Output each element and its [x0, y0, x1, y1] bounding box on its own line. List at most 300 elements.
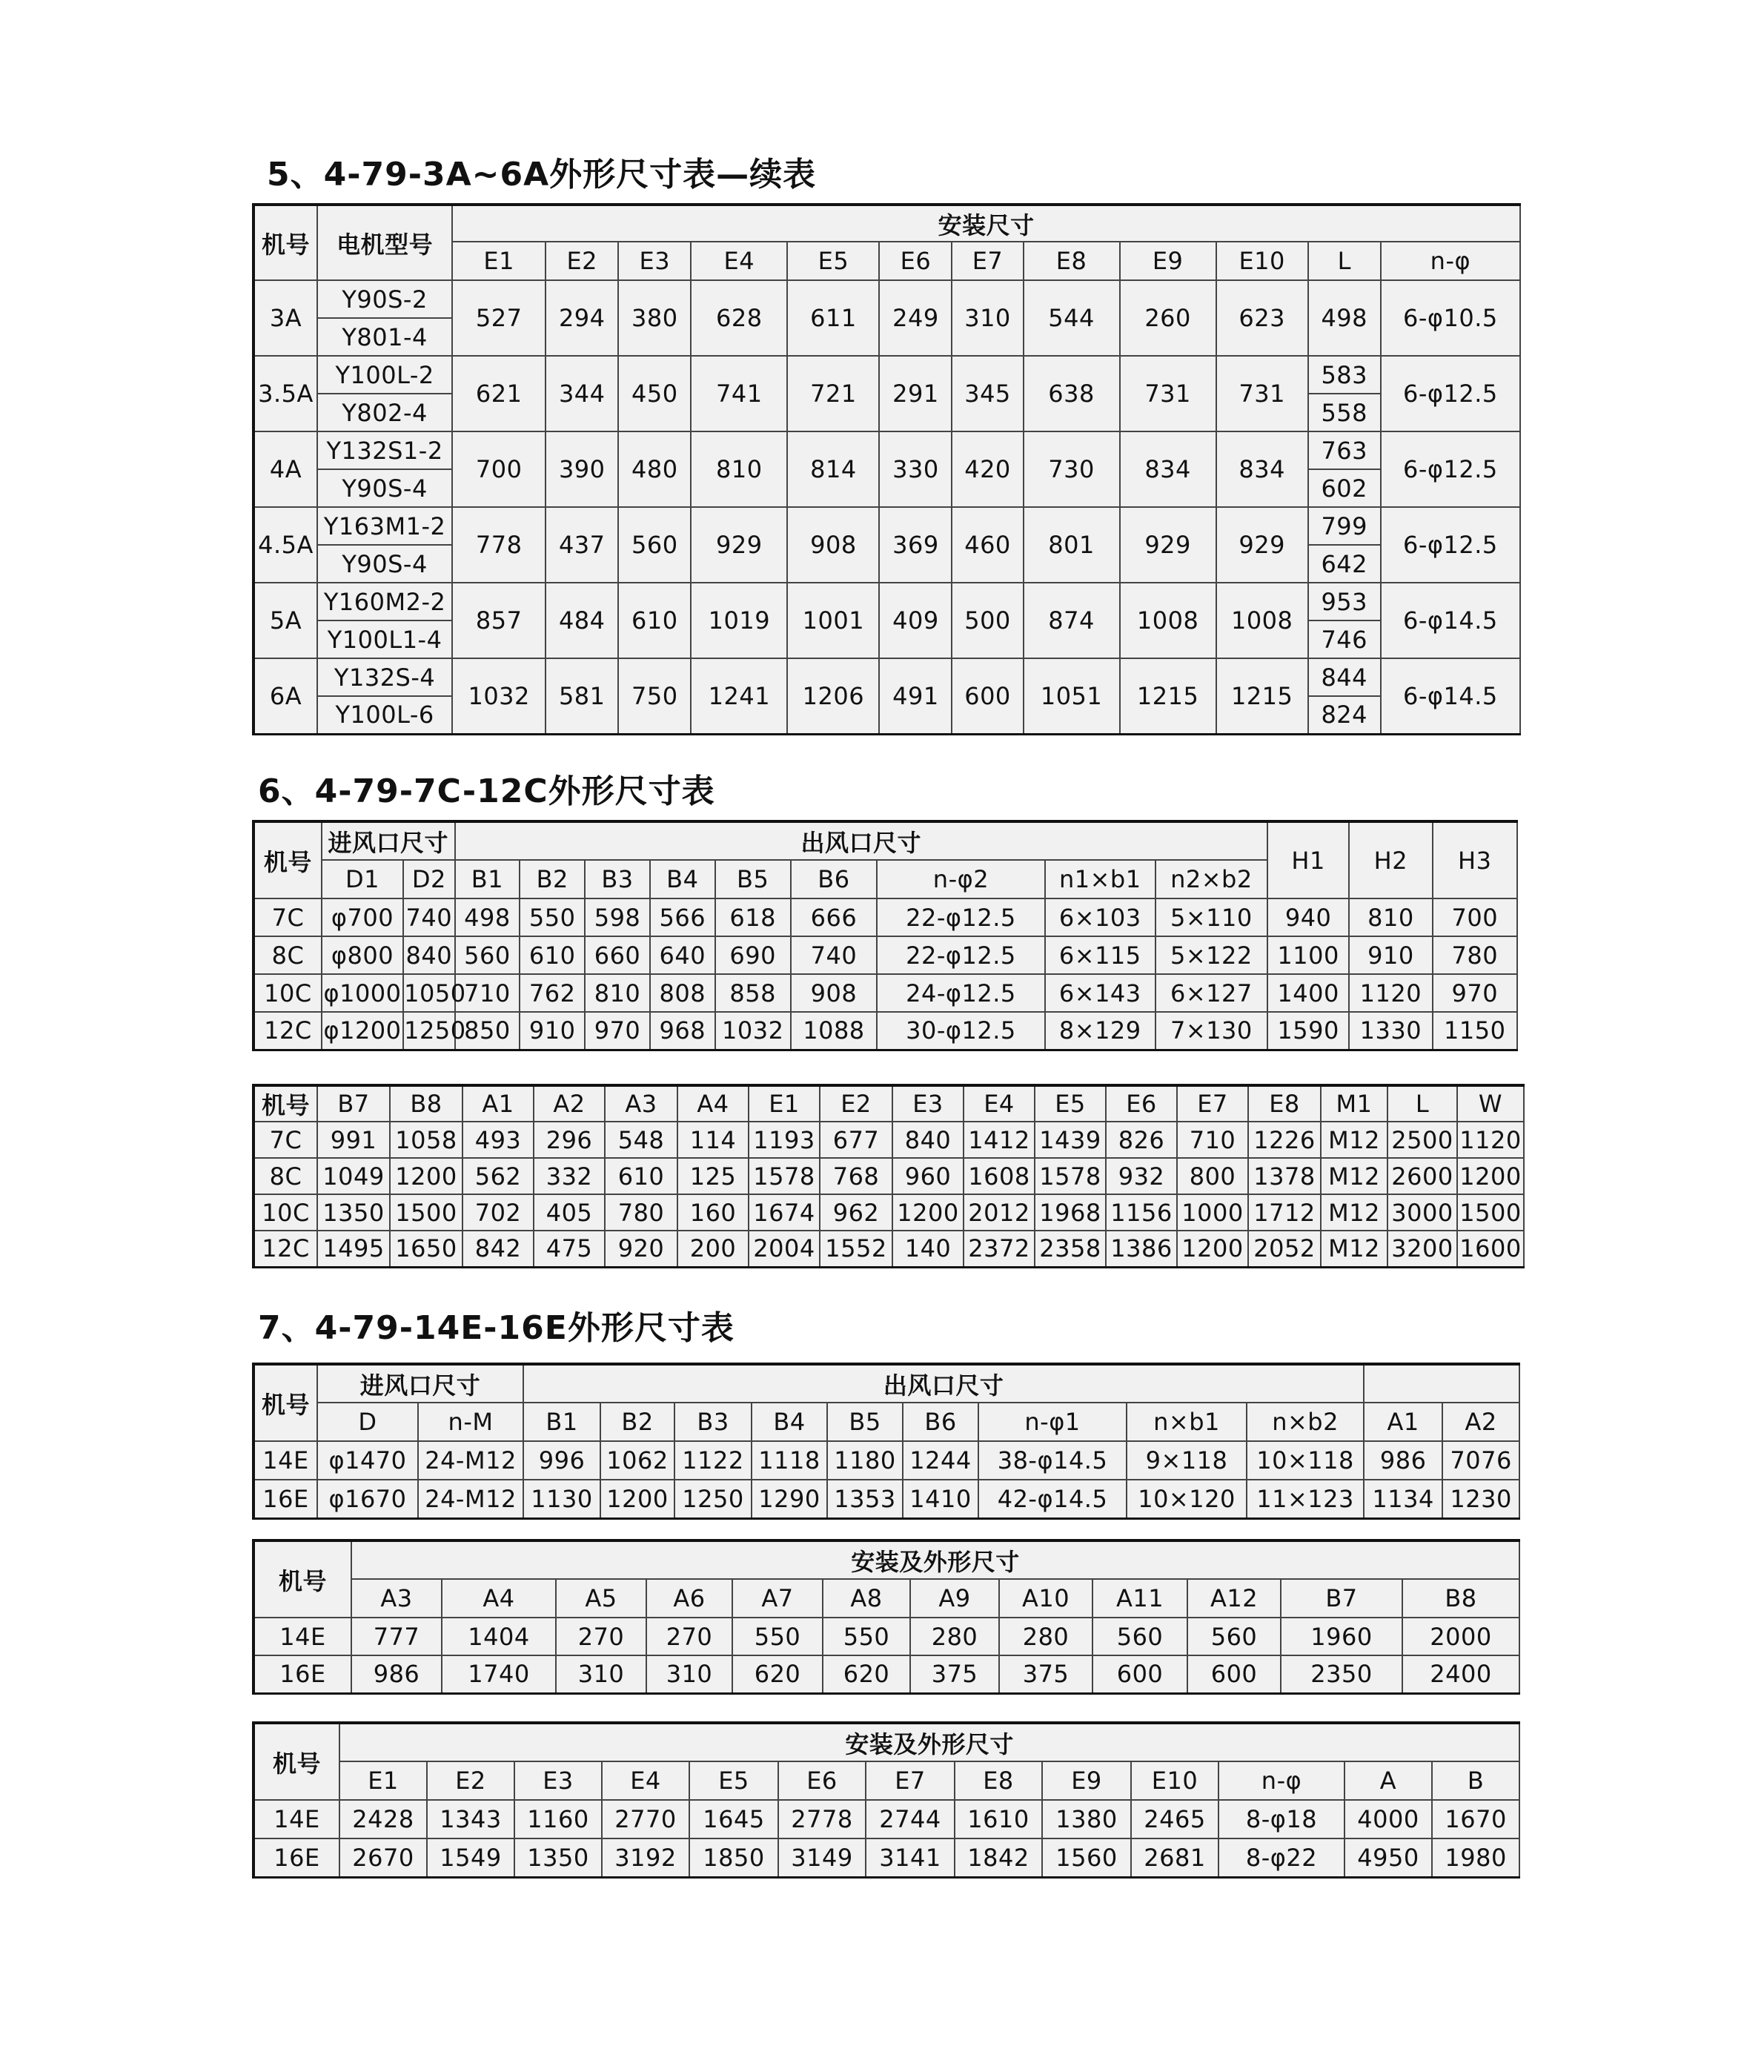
value-cell: 778: [452, 507, 546, 583]
col-header: D1: [322, 860, 403, 898]
value-cell: 1051: [1024, 658, 1120, 734]
value-cell: 700: [452, 431, 546, 507]
value-cell: 2670: [339, 1838, 427, 1877]
value-cell: 249: [879, 280, 952, 356]
value-cell: 1150: [1433, 1012, 1517, 1050]
value-cell: 6×115: [1045, 936, 1155, 974]
value-cell: 1380: [1042, 1800, 1131, 1838]
value-cell: 810: [1349, 898, 1432, 936]
col-header: B5: [827, 1403, 903, 1441]
value-cell: 560: [1092, 1618, 1187, 1655]
col-header: A8: [823, 1579, 910, 1618]
value-cell: 1180: [827, 1441, 903, 1480]
header-jihao: 机号: [253, 1540, 351, 1618]
value-cell: 24-M12: [418, 1480, 523, 1518]
value-cell: 4000: [1344, 1800, 1432, 1838]
col-header: A9: [910, 1579, 999, 1618]
value-cell: 1008: [1120, 583, 1216, 658]
machine-no-cell: 3A: [253, 280, 317, 356]
value-cell: 857: [452, 583, 546, 658]
col-header: E2: [546, 242, 618, 280]
value-cell: 1290: [752, 1480, 827, 1518]
value-cell: 1244: [903, 1441, 978, 1480]
col-header: E8: [955, 1761, 1042, 1800]
value-cell: 858: [715, 974, 791, 1012]
table-6a-header: [253, 821, 1517, 898]
value-cell: 1000: [1177, 1194, 1248, 1231]
value-cell: 1552: [820, 1231, 892, 1267]
value-cell: 2358: [1035, 1231, 1106, 1267]
col-header: B4: [752, 1403, 827, 1441]
l-value-cell: 799: [1308, 507, 1381, 545]
value-cell: 1500: [390, 1194, 462, 1231]
col-header: E5: [1035, 1085, 1106, 1122]
value-cell: 7076: [1442, 1441, 1519, 1480]
table-row: [253, 1655, 1519, 1693]
l-value-cell: 602: [1308, 469, 1381, 507]
table-row: [253, 1158, 1524, 1194]
header-motor-model: 电机型号: [317, 205, 452, 280]
value-cell: 2372: [964, 1231, 1035, 1267]
col-header: E4: [602, 1761, 689, 1800]
value-cell: 1160: [514, 1800, 602, 1838]
value-cell: 611: [787, 280, 879, 356]
value-cell: 1226: [1248, 1122, 1321, 1158]
value-cell: 1578: [749, 1158, 820, 1194]
l-value-cell: 558: [1308, 394, 1381, 431]
machine-no-cell: 3.5A: [253, 356, 317, 431]
value-cell: 1842: [955, 1838, 1042, 1877]
value-cell: 740: [403, 898, 454, 936]
value-cell: 330: [879, 431, 952, 507]
n-phi-cell: 6-φ12.5: [1381, 431, 1520, 507]
value-cell: 1008: [1216, 583, 1308, 658]
value-cell: 840: [892, 1122, 964, 1158]
value-cell: 1001: [787, 583, 879, 658]
machine-no-cell: 16E: [253, 1838, 339, 1877]
col-header: E3: [618, 242, 691, 280]
motor-model-cell: Y802-4: [317, 394, 452, 431]
table-row: [253, 1441, 1519, 1480]
machine-no-cell: 5A: [253, 583, 317, 658]
machine-no-cell: 6A: [253, 658, 317, 734]
value-cell: 710: [1177, 1122, 1248, 1158]
n-phi-cell: 6-φ10.5: [1381, 280, 1520, 356]
motor-model-cell: Y90S-2: [317, 280, 452, 318]
value-cell: 731: [1120, 356, 1216, 431]
value-cell: φ1000: [322, 974, 403, 1012]
value-cell: 1400: [1267, 974, 1349, 1012]
value-cell: 932: [1106, 1158, 1177, 1194]
value-cell: 280: [910, 1618, 999, 1655]
value-cell: 1343: [427, 1800, 514, 1838]
machine-no-cell: 12C: [253, 1012, 322, 1050]
value-cell: 710: [455, 974, 520, 1012]
value-cell: φ800: [322, 936, 403, 974]
value-cell: 4950: [1344, 1838, 1432, 1877]
value-cell: 3149: [778, 1838, 866, 1877]
value-cell: 3141: [866, 1838, 955, 1877]
col-header: B: [1432, 1761, 1519, 1800]
value-cell: 1353: [827, 1480, 903, 1518]
col-header: A11: [1092, 1579, 1187, 1618]
value-cell: 2400: [1402, 1655, 1519, 1693]
value-cell: 1120: [1457, 1122, 1524, 1158]
col-header: n-φ: [1218, 1761, 1344, 1800]
col-header: E5: [689, 1761, 778, 1800]
value-cell: 996: [523, 1441, 600, 1480]
value-cell: 270: [556, 1618, 646, 1655]
value-cell: 842: [462, 1231, 534, 1267]
table-7a-body: [253, 1441, 1519, 1518]
value-cell: 291: [879, 356, 952, 431]
col-header: E6: [778, 1761, 866, 1800]
value-cell: 1206: [787, 658, 879, 734]
col-header: E6: [879, 242, 952, 280]
col-header: M1: [1321, 1085, 1387, 1122]
value-cell: 1062: [600, 1441, 674, 1480]
col-header: E1: [339, 1761, 427, 1800]
col-header: B7: [317, 1085, 390, 1122]
value-cell: 1088: [791, 1012, 877, 1050]
value-cell: 5×110: [1155, 898, 1267, 936]
value-cell: 1578: [1035, 1158, 1106, 1194]
value-cell: 375: [999, 1655, 1092, 1693]
col-header: E1: [452, 242, 546, 280]
value-cell: 1560: [1042, 1838, 1131, 1877]
col-header: E9: [1042, 1761, 1131, 1800]
value-cell: 814: [787, 431, 879, 507]
value-cell: 780: [1433, 936, 1517, 974]
value-cell: 623: [1216, 280, 1308, 356]
value-cell: 660: [585, 936, 650, 974]
value-cell: 8-φ18: [1218, 1800, 1344, 1838]
table-row: [253, 898, 1517, 936]
value-cell: 768: [820, 1158, 892, 1194]
value-cell: 405: [534, 1194, 605, 1231]
value-cell: 666: [791, 898, 877, 936]
machine-no-cell: 8C: [253, 936, 322, 974]
value-cell: 1122: [674, 1441, 752, 1480]
column-header-row: [253, 1085, 1524, 1122]
value-cell: 6×127: [1155, 974, 1267, 1012]
value-cell: 1200: [390, 1158, 462, 1194]
value-cell: 1134: [1364, 1480, 1442, 1518]
motor-model-cell: Y801-4: [317, 318, 452, 356]
value-cell: 10×120: [1127, 1480, 1247, 1518]
value-cell: 2012: [964, 1194, 1035, 1231]
value-cell: 1350: [317, 1194, 390, 1231]
value-cell: 840: [403, 936, 454, 974]
l-value-cell: 824: [1308, 696, 1381, 734]
value-cell: 332: [534, 1158, 605, 1194]
value-cell: 800: [1177, 1158, 1248, 1194]
value-cell: 375: [910, 1655, 999, 1693]
value-cell: 5×122: [1155, 936, 1267, 974]
value-cell: 2000: [1402, 1618, 1519, 1655]
machine-no-cell: 8C: [253, 1158, 317, 1194]
value-cell: 1404: [442, 1618, 556, 1655]
value-cell: 1968: [1035, 1194, 1106, 1231]
value-cell: 874: [1024, 583, 1120, 658]
col-header: E7: [866, 1761, 955, 1800]
value-cell: 475: [534, 1231, 605, 1267]
value-cell: 566: [650, 898, 715, 936]
value-cell: 1495: [317, 1231, 390, 1267]
col-header: 机号: [253, 1085, 317, 1122]
section-5-title: 5、4-79-3A~6A外形尺寸表—续表: [267, 156, 817, 193]
motor-model-cell: Y132S1-2: [317, 431, 452, 469]
value-cell: 1049: [317, 1158, 390, 1194]
value-cell: 114: [677, 1122, 749, 1158]
col-header: n×b2: [1247, 1403, 1364, 1441]
col-header: n-M: [418, 1403, 523, 1441]
value-cell: 929: [1120, 507, 1216, 583]
value-cell: 1439: [1035, 1122, 1106, 1158]
value-cell: 296: [534, 1122, 605, 1158]
value-cell: 1645: [689, 1800, 778, 1838]
col-header: n1×b1: [1045, 860, 1155, 898]
table-row: [253, 431, 1520, 469]
col-header: E4: [964, 1085, 1035, 1122]
value-cell: 1193: [749, 1122, 820, 1158]
value-cell: 638: [1024, 356, 1120, 431]
value-cell: 1610: [955, 1800, 1042, 1838]
value-cell: 270: [646, 1618, 732, 1655]
header-inlet: 进风口尺寸: [317, 1364, 523, 1403]
value-cell: 801: [1024, 507, 1120, 583]
value-cell: 1600: [1457, 1231, 1524, 1267]
value-cell: 700: [1433, 898, 1517, 936]
col-header: A3: [351, 1579, 442, 1618]
value-cell: 1118: [752, 1441, 827, 1480]
value-cell: 1215: [1120, 658, 1216, 734]
table-7c-header: [253, 1723, 1519, 1800]
machine-no-cell: 16E: [253, 1480, 317, 1518]
value-cell: 8×129: [1045, 1012, 1155, 1050]
value-cell: 910: [520, 1012, 585, 1050]
value-cell: 200: [677, 1231, 749, 1267]
col-header: n2×b2: [1155, 860, 1267, 898]
value-cell: 1850: [689, 1838, 778, 1877]
value-cell: 294: [546, 280, 618, 356]
table-row: [253, 1838, 1519, 1877]
table-6b-body: [253, 1085, 1524, 1267]
col-header: B2: [600, 1403, 674, 1441]
col-header: E4: [691, 242, 787, 280]
value-cell: 550: [823, 1618, 910, 1655]
machine-no-cell: 14E: [253, 1800, 339, 1838]
col-header: E7: [952, 242, 1023, 280]
value-cell: 344: [546, 356, 618, 431]
value-cell: 581: [546, 658, 618, 734]
value-cell: 1120: [1349, 974, 1432, 1012]
value-cell: 1130: [523, 1480, 600, 1518]
value-cell: 777: [351, 1618, 442, 1655]
value-cell: 610: [520, 936, 585, 974]
value-cell: 548: [605, 1122, 677, 1158]
value-cell: 1650: [390, 1231, 462, 1267]
col-header: A10: [999, 1579, 1092, 1618]
value-cell: 962: [820, 1194, 892, 1231]
table-6b-install-dimensions: [252, 1084, 1525, 1268]
col-header: B6: [903, 1403, 978, 1441]
table-row: [253, 583, 1520, 620]
table-5-header: [253, 205, 1520, 280]
machine-no-cell: 4A: [253, 431, 317, 507]
motor-model-cell: Y163M1-2: [317, 507, 452, 545]
value-cell: 1019: [691, 583, 787, 658]
value-cell: 762: [520, 974, 585, 1012]
machine-no-cell: 14E: [253, 1441, 317, 1480]
value-cell: 6×143: [1045, 974, 1155, 1012]
table-row: [253, 1194, 1524, 1231]
value-cell: 2428: [339, 1800, 427, 1838]
value-cell: 140: [892, 1231, 964, 1267]
value-cell: 280: [999, 1618, 1092, 1655]
value-cell: 2778: [778, 1800, 866, 1838]
value-cell: 9×118: [1127, 1441, 1247, 1480]
value-cell: 1200: [892, 1194, 964, 1231]
table-7c-install-dimensions: [252, 1721, 1520, 1879]
value-cell: 22-φ12.5: [877, 898, 1045, 936]
value-cell: 460: [952, 507, 1023, 583]
value-cell: 2052: [1248, 1231, 1321, 1267]
machine-no-cell: 4.5A: [253, 507, 317, 583]
value-cell: 1200: [1457, 1158, 1524, 1194]
table-row: [253, 1480, 1519, 1518]
value-cell: 437: [546, 507, 618, 583]
value-cell: 1674: [749, 1194, 820, 1231]
value-cell: 560: [618, 507, 691, 583]
col-header: A5: [556, 1579, 646, 1618]
col-header: n-φ1: [978, 1403, 1127, 1441]
col-header: L: [1387, 1085, 1457, 1122]
motor-model-cell: Y100L-2: [317, 356, 452, 394]
value-cell: φ1200: [322, 1012, 403, 1050]
section-7-title: 7、4-79-14E-16E外形尺寸表: [258, 1309, 735, 1347]
value-cell: 850: [455, 1012, 520, 1050]
value-cell: 11×123: [1247, 1480, 1364, 1518]
col-header: L: [1308, 242, 1381, 280]
l-value-cell: 763: [1308, 431, 1381, 469]
value-cell: 1549: [427, 1838, 514, 1877]
col-header: B1: [455, 860, 520, 898]
value-cell: 690: [715, 936, 791, 974]
col-header: A1: [1364, 1403, 1442, 1441]
value-cell: 8-φ22: [1218, 1838, 1344, 1877]
value-cell: φ700: [322, 898, 403, 936]
value-cell: 986: [1364, 1441, 1442, 1480]
value-cell: 960: [892, 1158, 964, 1194]
value-cell: 1980: [1432, 1838, 1519, 1877]
table-5-body: [253, 280, 1520, 734]
value-cell: 986: [351, 1655, 442, 1693]
table-row: [253, 974, 1517, 1012]
value-cell: 550: [520, 898, 585, 936]
col-header: B3: [674, 1403, 752, 1441]
value-cell: φ1670: [317, 1480, 418, 1518]
value-cell: 618: [715, 898, 791, 936]
value-cell: 409: [879, 583, 952, 658]
col-header: B1: [523, 1403, 600, 1441]
col-header: W: [1457, 1085, 1524, 1122]
col-header: A2: [534, 1085, 605, 1122]
value-cell: M12: [1321, 1194, 1387, 1231]
value-cell: 929: [691, 507, 787, 583]
value-cell: 390: [546, 431, 618, 507]
header-install-outline: 安装及外形尺寸: [351, 1540, 1519, 1579]
table-row: [253, 507, 1520, 545]
col-header-h1: H1: [1267, 821, 1349, 898]
value-cell: 562: [462, 1158, 534, 1194]
value-cell: 810: [691, 431, 787, 507]
l-value-cell: 746: [1308, 620, 1381, 658]
value-cell: 160: [677, 1194, 749, 1231]
table-6a-body: [253, 898, 1517, 1050]
col-header: E8: [1248, 1085, 1321, 1122]
col-header: D: [317, 1403, 418, 1441]
value-cell: 810: [585, 974, 650, 1012]
table-row: [253, 658, 1520, 696]
value-cell: 1386: [1106, 1231, 1177, 1267]
value-cell: M12: [1321, 1122, 1387, 1158]
value-cell: 780: [605, 1194, 677, 1231]
col-header: E6: [1106, 1085, 1177, 1122]
value-cell: 1050: [403, 974, 454, 1012]
value-cell: 24-M12: [418, 1441, 523, 1480]
value-cell: 1740: [442, 1655, 556, 1693]
value-cell: 1058: [390, 1122, 462, 1158]
value-cell: 6×103: [1045, 898, 1155, 936]
value-cell: 560: [1187, 1618, 1281, 1655]
col-header: B3: [585, 860, 650, 898]
value-cell: 1156: [1106, 1194, 1177, 1231]
value-cell: 910: [1349, 936, 1432, 974]
value-cell: 1250: [403, 1012, 454, 1050]
col-header: A2: [1442, 1403, 1519, 1441]
value-cell: 1250: [674, 1480, 752, 1518]
value-cell: 702: [462, 1194, 534, 1231]
header-outlet: 出风口尺寸: [523, 1364, 1364, 1403]
motor-model-cell: Y100L1-4: [317, 620, 452, 658]
value-cell: 1330: [1349, 1012, 1432, 1050]
value-cell: 940: [1267, 898, 1349, 936]
header-jihao: 机号: [253, 205, 317, 280]
value-cell: 1350: [514, 1838, 602, 1877]
value-cell: 22-φ12.5: [877, 936, 1045, 974]
value-cell: 640: [650, 936, 715, 974]
col-header: A3: [605, 1085, 677, 1122]
value-cell: 2004: [749, 1231, 820, 1267]
value-cell: 310: [646, 1655, 732, 1693]
table-row: [253, 1012, 1517, 1050]
value-cell: 1410: [903, 1480, 978, 1518]
l-value-cell: 844: [1308, 658, 1381, 696]
value-cell: 345: [952, 356, 1023, 431]
col-header-h3: H3: [1433, 821, 1517, 898]
value-cell: 721: [787, 356, 879, 431]
table-row: [253, 356, 1520, 394]
value-cell: 2770: [602, 1800, 689, 1838]
value-cell: 620: [823, 1655, 910, 1693]
value-cell: 420: [952, 431, 1023, 507]
col-header: E2: [820, 1085, 892, 1122]
value-cell: 740: [791, 936, 877, 974]
value-cell: 2744: [866, 1800, 955, 1838]
value-cell: 750: [618, 658, 691, 734]
value-cell: 3200: [1387, 1231, 1457, 1267]
